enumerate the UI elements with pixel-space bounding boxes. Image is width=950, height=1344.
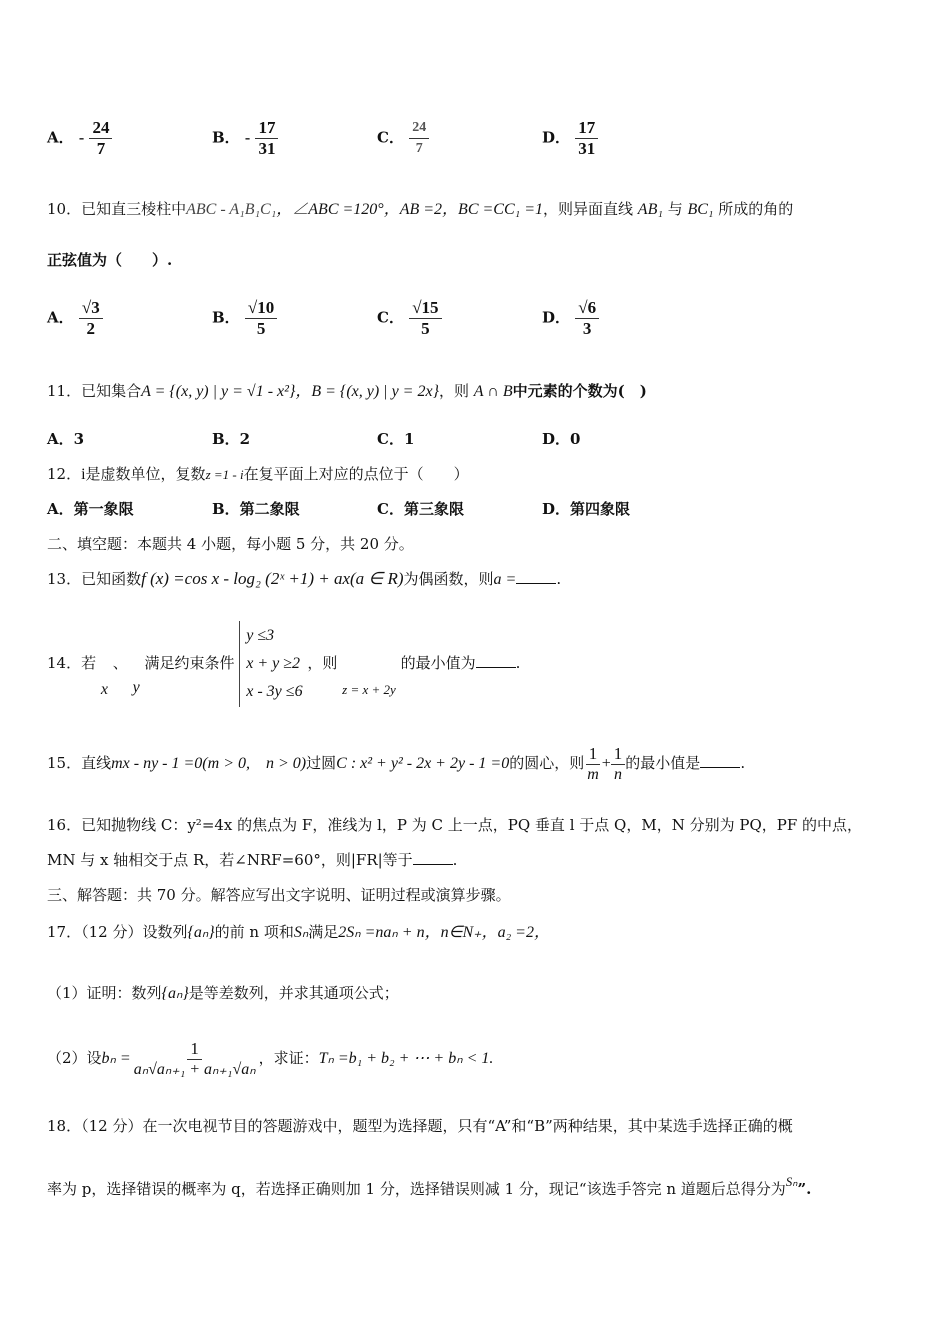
- fraction: [89, 118, 112, 159]
- q13-end: .: [556, 570, 562, 588]
- numerator: 1: [187, 1039, 202, 1060]
- q9-option-d: [542, 118, 598, 159]
- option-label: A．: [47, 128, 74, 147]
- constraint-brace: [239, 621, 242, 707]
- answer-blank: [700, 753, 740, 768]
- q17-text2: 满足: [308, 923, 339, 941]
- bn-fraction: [131, 1039, 259, 1080]
- q11-option-b: B．2: [212, 430, 251, 448]
- bn-formula: bₙ =: [101, 1050, 131, 1067]
- q18-end: ”.: [797, 1180, 812, 1198]
- q16-text: MN 与 x 轴相交于点 R，若∠NRF=60°，则|FR|等于: [47, 851, 413, 869]
- denominator: n: [614, 765, 623, 783]
- plus-sign: +: [601, 755, 611, 772]
- set-a-formula: A = {(x, y) | y = √1 - x²}: [141, 383, 296, 400]
- option-label: C．: [377, 308, 404, 327]
- q15-stem: [47, 730, 910, 796]
- q17-part2: [47, 1030, 910, 1086]
- q17-stem: [47, 921, 910, 944]
- option-label: B．: [212, 308, 240, 327]
- q11-stem: [47, 380, 910, 403]
- option-label: B．: [212, 128, 240, 147]
- circle-formula: C : x² + y² - 2x + 2y - 1 =0: [336, 755, 510, 772]
- q17-part1: [47, 982, 910, 1005]
- option-label: A．: [47, 308, 74, 327]
- section-2-heading: 二、填空题：本题共 4 小题，每小题 5 分，共 20 分。: [47, 535, 414, 553]
- q10-prefix: 10．已知直三棱柱中: [47, 200, 187, 218]
- q10-suffix: 所成的角的: [718, 200, 794, 218]
- q9-option-a: [47, 118, 112, 159]
- angle-formula: ，∠ABC =120°: [276, 201, 384, 218]
- separator: 、: [112, 654, 128, 672]
- section-3-heading: 三、解答题：共 70 分。解答应写出文字说明、证明过程或演算步骤。: [47, 886, 511, 904]
- q12-option-a: A．第一象限: [47, 500, 134, 518]
- constraint-3: x - 3y ≤6: [246, 683, 303, 700]
- q16-end: .: [452, 851, 458, 869]
- y-variable: y: [132, 679, 140, 696]
- numerator: 24: [409, 118, 429, 139]
- q10-stem: [47, 198, 910, 221]
- function-formula: f (x) =cos x - log₂ (2ˣ +1) + ax(a ∈ R): [141, 569, 404, 588]
- denominator: 7: [96, 139, 106, 158]
- q15-suffix: 的最小值是: [625, 754, 701, 772]
- numerator: √3: [79, 298, 103, 319]
- x-variable: x: [100, 681, 108, 698]
- q11-option-c: C．1: [377, 430, 415, 448]
- answer-blank: [413, 850, 453, 865]
- fraction: [79, 298, 103, 339]
- numerator: 17: [255, 118, 278, 139]
- q12-stem: [47, 463, 910, 486]
- tn-formula: Tₙ =b₁ + b₂ + ⋯ + bₙ < 1.: [318, 1050, 494, 1067]
- numerator: √6: [575, 298, 599, 319]
- denominator: m: [587, 765, 599, 783]
- q12-text2: 在复平面上对应的点位于（ ）: [243, 465, 469, 483]
- q13-suffix: 为偶函数，则: [403, 570, 494, 588]
- fraction-1-over-n: [611, 744, 626, 785]
- numerator: 1: [586, 744, 601, 765]
- q10-mid: ，则异面直线: [543, 200, 634, 218]
- q10-option-b: [212, 298, 277, 339]
- answer-blank: [516, 569, 556, 584]
- q14-mid: 满足约束条件: [144, 654, 235, 672]
- q14-end: .: [515, 654, 521, 672]
- q13-prefix: 13．已知函数: [47, 570, 142, 588]
- q17-text1: 的前 n 项和: [214, 923, 294, 941]
- q15-prefix: 15．直线: [47, 754, 112, 772]
- q14-suffix: 的最小值为: [400, 654, 476, 672]
- numerator: √15: [409, 298, 441, 319]
- prism-formula: ABC - A₁B₁C₁: [186, 201, 277, 218]
- q11-option-d: D．0: [542, 430, 581, 448]
- option-label: D．: [542, 128, 571, 147]
- sequence-formula: {aₙ}: [161, 985, 189, 1002]
- q10-option-d: [542, 298, 599, 339]
- q10-stem-line2: 正弦值为（ ）.: [47, 251, 173, 269]
- q13-stem: [47, 568, 910, 591]
- q14-stem: [47, 620, 910, 706]
- a-variable: a =: [493, 571, 517, 588]
- q15-end: .: [740, 754, 746, 772]
- q12-option-b: B．第二象限: [212, 500, 300, 518]
- q11-prefix: 11．已知集合: [47, 382, 142, 400]
- q12-option-c: C．第三象限: [377, 500, 464, 518]
- denominator: 31: [258, 139, 276, 158]
- denominator: 5: [256, 319, 266, 338]
- complex-formula: z =1 - i: [205, 467, 244, 482]
- minus-sign: -: [78, 129, 85, 147]
- imaginary-unit: i: [81, 466, 86, 483]
- ab-formula: ，AB =2: [383, 201, 443, 218]
- intersection-formula: A ∩ B: [473, 383, 513, 400]
- numerator: 24: [89, 118, 112, 139]
- q11-suffix: 中元素的个数为( ): [512, 382, 647, 400]
- constraint-system: [246, 622, 302, 706]
- sequence-formula: {aₙ}: [187, 924, 215, 941]
- bc1-formula: BC₁: [687, 201, 714, 218]
- q10-with: 与: [667, 200, 683, 218]
- q10-option-c: [377, 298, 442, 339]
- answer-blank: [476, 653, 516, 668]
- bc-formula: ，BC =CC₁ =1: [442, 201, 543, 218]
- fraction: [409, 298, 441, 339]
- part1-suffix: 是等差数列，并求其通项公式；: [188, 984, 399, 1002]
- q15-mid: 过圆: [306, 754, 337, 772]
- numerator: 17: [575, 118, 598, 139]
- q9-option-c: [377, 118, 429, 159]
- fraction: [255, 118, 278, 159]
- denominator: 7: [415, 141, 423, 156]
- condition-formula: 2Sₙ =naₙ + n，n∈N₊，a₂ =2，: [338, 924, 550, 941]
- line-formula: mx - ny - 1 =0(m > 0, n > 0): [111, 755, 307, 772]
- q18-line1: 18．（12 分）在一次电视节目的答题游戏中，题型为选择题，只有“A”和“B”两种结果，其中某选手选择正确的概: [47, 1117, 793, 1135]
- q16-line2: [47, 849, 910, 871]
- q12-prefix: 12．: [47, 465, 82, 483]
- denominator: 3: [582, 319, 592, 338]
- q9-option-b: [212, 118, 278, 159]
- fraction: [245, 298, 277, 339]
- option-label: D．: [542, 308, 571, 327]
- option-label: C．: [377, 128, 404, 147]
- minus-sign: -: [244, 129, 251, 147]
- q10-option-a: [47, 298, 103, 339]
- denominator: 31: [578, 139, 596, 158]
- q14-prefix: 14．若: [47, 654, 97, 672]
- q11-option-a: A．3: [47, 430, 85, 448]
- fraction: [575, 298, 599, 339]
- q14-then: ，则: [307, 654, 338, 672]
- q11-mid: ，则: [438, 382, 469, 400]
- fraction: [575, 118, 598, 159]
- q12-option-d: D．第四象限: [542, 500, 631, 518]
- q18-text: 率为 p，选择错误的概率为 q，若选择正确则加 1 分，选择错误则减 1 分，现记“该选手答完 n 道题后总得分为: [47, 1180, 786, 1198]
- part2-mid: ，求证：: [258, 1049, 319, 1067]
- part1-prefix: （1）证明：数列: [47, 984, 162, 1002]
- denominator: 5: [421, 319, 430, 338]
- constraint-1: y ≤3: [246, 627, 275, 644]
- q12-text1: 是虚数单位，复数: [85, 465, 206, 483]
- numerator: 1: [611, 744, 626, 765]
- ab1-formula: AB₁: [637, 201, 663, 218]
- fraction: [409, 118, 429, 159]
- q17-prefix: 17．（12 分）设数列: [47, 923, 188, 941]
- sn-formula: Sₙ: [293, 924, 309, 941]
- constraint-2: x + y ≥2: [246, 655, 301, 672]
- q15-mid2: 的圆心，则: [509, 754, 585, 772]
- q16-line1: 16．已知抛物线 C：y²=4x 的焦点为 F，准线为 l，P 为 C 上一点，PQ 垂直 l 于点 Q，M，N 分别为 PQ，PF 的中点，: [47, 816, 863, 834]
- denominator: aₙ√aₙ₊₁ + aₙ₊₁√aₙ: [133, 1060, 256, 1078]
- part2-prefix: （2）设: [47, 1049, 102, 1067]
- objective-formula: z = x + 2y: [342, 682, 396, 697]
- fraction-1-over-m: [584, 744, 602, 785]
- set-b-formula: ，B = {(x, y) | y = 2x}: [295, 383, 439, 400]
- numerator: √10: [245, 298, 277, 319]
- q18-line2: [47, 1174, 910, 1201]
- sn-formula: Sₙ: [785, 1174, 798, 1189]
- denominator: 2: [86, 319, 96, 338]
